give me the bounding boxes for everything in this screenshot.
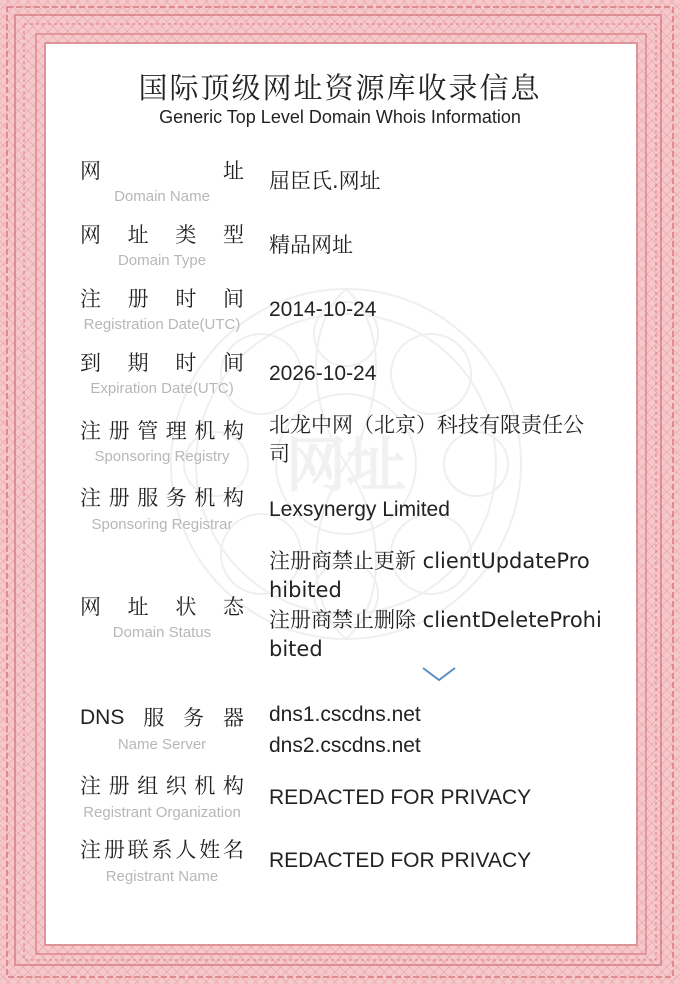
label-en-registration-date: Registration Date(UTC) — [83, 316, 241, 333]
value-domain-name: 屈臣氏.网址 — [269, 169, 381, 193]
value-domain-status-2: 注册商禁止删除 clientDeleteProhibited — [269, 608, 602, 661]
value-registrant-organization: REDACTED FOR PRIVACY — [269, 786, 532, 809]
label-en-domain-type: Domain Type — [117, 252, 207, 269]
label-registration-date: 注 册 时 间 — [80, 287, 244, 311]
label-sponsoring-registry: 注 册 管 理 机 构 — [80, 419, 244, 443]
label-en-sponsoring-registrar: Sponsoring Registrar — [91, 516, 233, 533]
label-en-expiration-date: Expiration Date(UTC) — [90, 380, 234, 397]
value-registration-date: 2014-10-24 — [269, 298, 377, 321]
label-name-server: DNS 服 务 器 — [80, 706, 244, 730]
label-en-name-server: Name Server — [117, 736, 207, 753]
value-expiration-date: 2026-10-24 — [269, 362, 377, 385]
label-sponsoring-registrar: 注 册 服 务 机 构 — [80, 486, 244, 510]
page-subtitle: Generic Top Level Domain Whois Information — [159, 107, 521, 127]
value-name-server-1: dns1.cscdns.net — [269, 703, 421, 726]
value-domain-type: 精品网址 — [269, 233, 353, 257]
chevron-down-icon[interactable] — [421, 664, 457, 684]
label-registrant-organization: 注 册 组 织 机 构 — [80, 774, 244, 798]
label-domain-name: 网 址 — [80, 159, 244, 183]
value-domain-status-1: 注册商禁止更新 clientUpdateProhibited — [269, 549, 590, 602]
label-en-registrant-organization: Registrant Organization — [83, 804, 241, 821]
label-domain-status: 网 址 状 态 — [80, 595, 244, 619]
label-registrant-name: 注 册 联 系 人 姓 名 — [80, 838, 244, 862]
value-registrant-name: REDACTED FOR PRIVACY — [269, 849, 532, 872]
label-en-registrant-name: Registrant Name — [105, 868, 219, 885]
label-en-domain-name: Domain Name — [114, 188, 210, 205]
watermark-text: 网址 — [286, 431, 406, 501]
label-en-domain-status: Domain Status — [112, 624, 212, 641]
label-en-sponsoring-registry: Sponsoring Registry — [94, 448, 230, 465]
value-name-server-2: dns2.cscdns.net — [269, 734, 421, 757]
label-domain-type: 网 址 类 型 — [80, 223, 244, 247]
value-sponsoring-registry: 北龙中网（北京）科技有限责任公司 — [269, 413, 584, 466]
label-expiration-date: 到 期 时 间 — [80, 351, 244, 375]
value-sponsoring-registrar: Lexsynergy Limited — [269, 498, 450, 521]
page-title: 国际顶级网址资源库收录信息 — [138, 71, 542, 105]
